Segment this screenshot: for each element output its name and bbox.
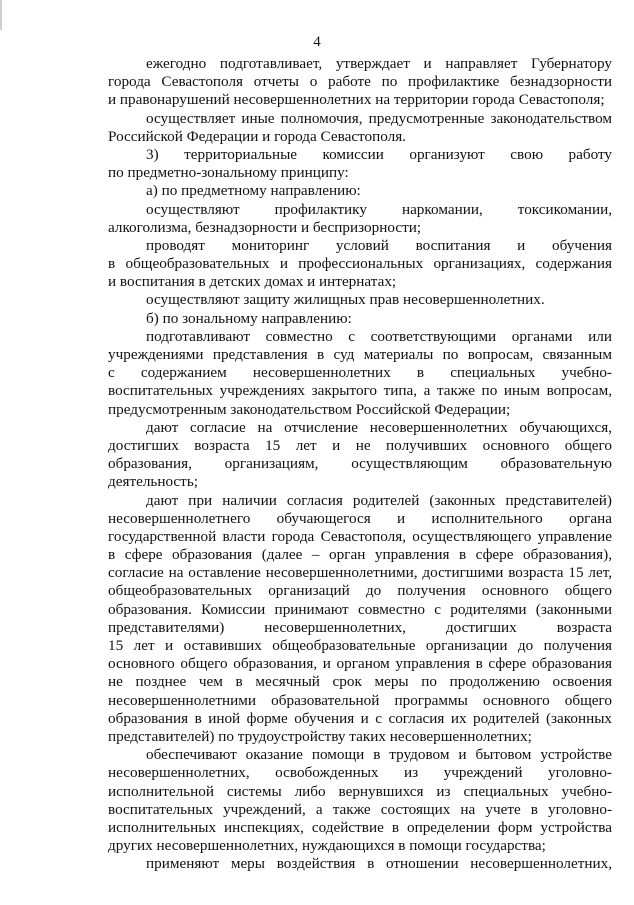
text-line: дают при наличии согласия родителей (законных представителей): [146, 491, 612, 509]
text-line: образования в иной форме обучения и с согласия их родителей (законных: [108, 709, 612, 727]
text-line: не позднее чем в месячный срок меры по продолжению освоения: [108, 673, 612, 691]
text-line: подготавливают совместно с соответствующими органами или: [146, 327, 612, 345]
text-line: применяют меры воздействия в отношении несовершеннолетних,: [146, 855, 612, 873]
text-line: осуществляют профилактику наркомании, токсикомании,: [146, 200, 612, 218]
page-number: 4: [313, 34, 321, 50]
text-line: учреждениями представления в суд материалы по вопросам, связанным: [108, 346, 612, 363]
text-line: других несовершеннолетних, нуждающихся в помощи государства;: [108, 837, 546, 855]
scan-edge-mark: [0, 0, 2, 30]
text-line: воспитательных учреждениях закрытого типа, а также по иным вопросам,: [108, 382, 612, 400]
text-line: несовершеннолетнего обучающегося и исполнительного органа: [108, 509, 612, 527]
text-line: исполнительных инспекциях, содействие в определении форм устройства: [108, 818, 612, 836]
text-line: государственной власти города Севастополя, осуществляющего управление: [108, 527, 612, 545]
text-line: и правонарушений несовершеннолетних на территории города Севастополя;: [108, 91, 605, 109]
document-body: [108, 55, 612, 873]
text-line: несовершеннолетних, освобожденных из учреждений уголовно-: [108, 764, 612, 782]
text-line: 15 лет и оставивших общеобразовательные организации до получения: [108, 637, 612, 654]
text-line: проводят мониторинг условий воспитания и обучения: [146, 236, 612, 254]
text-line: и воспитания в детских домах и интернатах;: [108, 273, 397, 291]
text-line: дают согласие на отчисление несовершеннолетних обучающихся,: [146, 418, 612, 436]
text-line: деятельность;: [108, 473, 198, 491]
text-line: по предметно-зональному принципу:: [108, 164, 349, 182]
text-line: города Севастополя отчеты о работе по профилактике безнадзорности: [108, 73, 612, 91]
text-line: образования. Комиссии принимают совместно с родителями (законными: [108, 600, 612, 618]
text-line: несовершеннолетними образовательной программы основного общего: [108, 691, 612, 709]
text-line: воспитательных учреждений, а также состоящих на учете в уголовно-: [108, 800, 612, 818]
text-line: достигших возраста 15 лет и не получивших основного общего: [108, 436, 612, 454]
text-line: в сфере образования (далее – орган управления в сфере образования),: [108, 546, 612, 564]
text-line: ежегодно подготавливает, утверждает и направляет Губернатору: [146, 55, 612, 72]
text-line: 3) территориальные комиссии организуют свою работу: [146, 145, 612, 163]
text-line: осуществляют защиту жилищных прав несовершеннолетних.: [146, 291, 545, 309]
text-line: основного общего образования, и органом управления в сфере образования: [108, 655, 612, 673]
text-line: в общеобразовательных и профессиональных организациях, содержания: [108, 255, 612, 273]
text-line: обеспечивают оказание помощи в трудовом и бытовом устройстве: [146, 746, 612, 764]
text-line: а) по предметному направлению:: [146, 182, 361, 200]
text-line: представителями) несовершеннолетних, достигших возраста: [108, 618, 612, 636]
text-line: исполнительной системы либо вернувшихся из специальных учебно-: [108, 782, 612, 800]
text-line: б) по зональному направлению:: [146, 309, 352, 327]
text-line: образования, организациям, осуществляющим образовательную: [108, 455, 612, 473]
text-line: согласие на оставление несовершеннолетними, достигшими возраста 15 лет,: [108, 564, 612, 582]
text-line: осуществляет иные полномочия, предусмотренные законодательством: [146, 109, 612, 127]
text-line: с содержанием несовершеннолетних в специальных учебно-: [108, 364, 612, 382]
text-line: предусмотренным законодательством Российской Федерации;: [108, 400, 511, 418]
text-line: представителей) по трудоустройству таких несовершеннолетних;: [108, 727, 532, 745]
text-line: Российской Федерации и города Севастополя.: [108, 127, 406, 145]
text-line: алкоголизма, безнадзорности и беспризорности;: [108, 218, 422, 236]
text-line: общеобразовательных организаций до получения основного общего: [108, 582, 612, 600]
